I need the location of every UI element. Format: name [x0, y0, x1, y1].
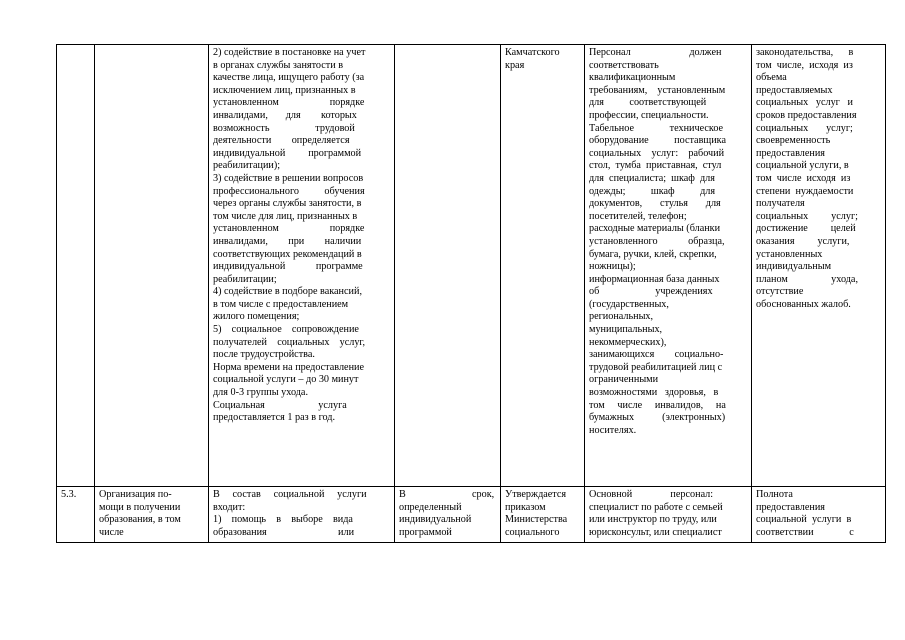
- text-line: в органах службы занятости в: [213, 59, 344, 71]
- text-line: некоммерческих),: [589, 336, 667, 348]
- services-table: [56, 44, 886, 543]
- text-line: расходные материалы (бланки: [589, 223, 721, 235]
- cell-conditions: [585, 487, 752, 543]
- text-line: образования, в том: [99, 514, 181, 526]
- text-line: установленном порядке: [213, 97, 365, 109]
- text-line: информационная база данных: [589, 273, 720, 285]
- text-line: определенный: [399, 501, 462, 513]
- text-line: одежды; шкаф для: [589, 185, 716, 197]
- text-line: 3) содействие в решении вопросов: [213, 172, 364, 184]
- text-line: своевременность: [756, 135, 831, 147]
- text-line: индивидуальной программой: [213, 147, 362, 159]
- table-row: [57, 45, 886, 487]
- text-line: 4) содействие в подборе вакансий,: [213, 286, 362, 298]
- text-line: юрисконсульт, или специалист: [589, 526, 722, 538]
- text-line: 1) помощь в выборе вида: [213, 514, 353, 526]
- text-line: сроков предоставления: [756, 109, 857, 121]
- text-line: отсутствие: [756, 286, 804, 298]
- cell-service-content: [209, 487, 395, 543]
- text-line: соответствовать: [589, 59, 659, 71]
- text-line: Министерства: [505, 514, 568, 526]
- text-line: носителях.: [589, 424, 637, 436]
- text-line: в том числе с предоставлением: [213, 298, 349, 310]
- text-line: том числе, исходя из: [756, 59, 853, 71]
- text-line: числе: [99, 526, 124, 538]
- text-line: возможность трудовой: [213, 122, 355, 134]
- text-line: установленном порядке: [213, 223, 365, 235]
- text-line: региональных,: [589, 311, 654, 323]
- text-line: стол, тумба приставная, стул: [589, 160, 722, 172]
- text-line: Персонал должен: [589, 47, 722, 58]
- text-line: (государственных,: [589, 298, 669, 310]
- cell-number: 5.3.: [57, 487, 95, 543]
- text-line: В состав социальной услуги: [213, 489, 367, 500]
- text-line: мощи в получении: [99, 501, 181, 513]
- text-line: социальных услуг;: [756, 210, 858, 222]
- cell-term: [395, 45, 501, 487]
- cell-term: [395, 487, 501, 543]
- text-line: 2) содействие в постановке на учет: [213, 47, 366, 58]
- text-line: приказом: [505, 501, 546, 513]
- text-line: установленного образца,: [589, 235, 725, 247]
- text-line: индивидуальным: [756, 261, 832, 273]
- text-line: трудовой реабилитацией лиц с: [589, 361, 723, 373]
- text-line: обоснованных жалоб.: [756, 298, 851, 310]
- text-line: специалист по работе с семьей: [589, 501, 723, 513]
- cell-number: [57, 45, 95, 487]
- text-line: предоставляемых: [756, 84, 833, 96]
- text-line: индивидуальной программе: [213, 261, 363, 273]
- text-line: реабилитации;: [213, 273, 277, 285]
- text-line: степени нуждаемости: [756, 185, 854, 197]
- text-line: социальной услуги в: [756, 514, 852, 526]
- cell-service-name: [95, 45, 209, 487]
- text-line: социального: [505, 526, 560, 538]
- text-line: оборудование поставщика: [589, 135, 726, 147]
- text-line: для 0-3 группы ухода.: [213, 387, 309, 399]
- cell-provider: [501, 487, 585, 543]
- text-line: 5) социальное сопровождение: [213, 324, 359, 336]
- text-line: качестве лица, ищущего работу (за: [213, 72, 365, 84]
- text-line: края: [505, 59, 525, 71]
- text-line: Социальная услуга: [213, 399, 347, 411]
- text-line: социальной услуги – до 30 минут: [213, 374, 359, 386]
- text-line: В срок,: [399, 489, 495, 500]
- text-line: посетителей, телефон;: [589, 210, 687, 222]
- text-line: занимающихся социально-: [589, 349, 724, 361]
- text-line: Табельное техническое: [589, 122, 724, 134]
- text-line: ножницы);: [589, 261, 636, 273]
- text-line: квалификационным: [589, 72, 676, 84]
- text-line: получателя: [756, 198, 805, 210]
- text-line: Основной персонал:: [589, 489, 714, 500]
- text-line: муниципальных,: [589, 324, 663, 336]
- text-line: или инструктор по труду, или: [589, 514, 717, 526]
- text-line: бумага, ручки, клей, скрепки,: [589, 248, 717, 260]
- text-line: для соответствующей: [589, 97, 707, 109]
- text-line: том числе инвалидов, на: [589, 399, 726, 411]
- cell-service-name: [95, 487, 209, 543]
- text-line: социальных услуг и: [756, 97, 853, 109]
- text-line: инвалидами, для которых: [213, 109, 357, 121]
- text-line: исключением лиц, признанных в: [213, 84, 356, 96]
- text-line: профессионального обучения: [213, 185, 365, 197]
- text-line: документов, стулья для: [589, 198, 721, 210]
- text-line: возможностями здоровья, в: [589, 387, 719, 399]
- cell-service-content: [209, 45, 395, 487]
- text-line: жилого помещения;: [213, 311, 300, 323]
- text-line: через органы службы занятости, в: [213, 198, 362, 210]
- text-line: соответствующих рекомендаций в: [213, 248, 362, 260]
- text-line: том числе для лиц, признанных в: [213, 210, 358, 222]
- text-line: объема: [756, 72, 787, 84]
- cell-quality: [752, 487, 886, 543]
- text-line: законодательства, в: [756, 47, 854, 58]
- text-line: соответствии с: [756, 526, 854, 538]
- text-line: получателей социальных услуг,: [213, 336, 365, 348]
- text-line: профессии, специальности.: [589, 109, 709, 121]
- text-line: Норма времени на предоставление: [213, 361, 364, 373]
- text-line: установленных: [756, 248, 823, 260]
- text-line: инвалидами, при наличии: [213, 235, 362, 247]
- text-line: предоставляется 1 раз в год.: [213, 412, 336, 424]
- cell-conditions: [585, 45, 752, 487]
- text-line: деятельности определяется: [213, 135, 350, 147]
- text-line: достижение целей: [756, 223, 856, 235]
- text-line: индивидуальной: [399, 514, 472, 526]
- cell-provider: [501, 45, 585, 487]
- text-line: об учреждениях: [589, 286, 713, 298]
- text-line: Полнота: [756, 489, 793, 500]
- text-line: образования или: [213, 526, 355, 538]
- text-line: Организация по-: [99, 489, 172, 500]
- text-line: реабилитации);: [213, 160, 281, 172]
- text-line: требованиям, установленным: [589, 84, 726, 96]
- text-line: программой: [399, 526, 452, 538]
- text-line: входит:: [213, 501, 246, 513]
- text-line: предоставления: [756, 501, 825, 513]
- text-line: планом ухода,: [756, 273, 859, 285]
- text-line: предоставления: [756, 147, 825, 159]
- text-line: для специалиста; шкаф для: [589, 172, 715, 184]
- text-line: социальных услуг: рабочий: [589, 147, 725, 159]
- text-line: социальной услуги, в: [756, 160, 849, 172]
- text-line: оказания услуги,: [756, 235, 850, 247]
- text-line: том числе исходя из: [756, 172, 851, 184]
- text-line: Утверждается: [505, 489, 567, 500]
- table-row: [57, 487, 886, 543]
- text-line: социальных услуг;: [756, 122, 853, 134]
- text-line: ограниченными: [589, 374, 659, 386]
- text-line: бумажных (электронных): [589, 412, 726, 424]
- text-line: после трудоустройства.: [213, 349, 315, 361]
- cell-quality: [752, 45, 886, 487]
- text-line: Камчатского: [505, 47, 560, 58]
